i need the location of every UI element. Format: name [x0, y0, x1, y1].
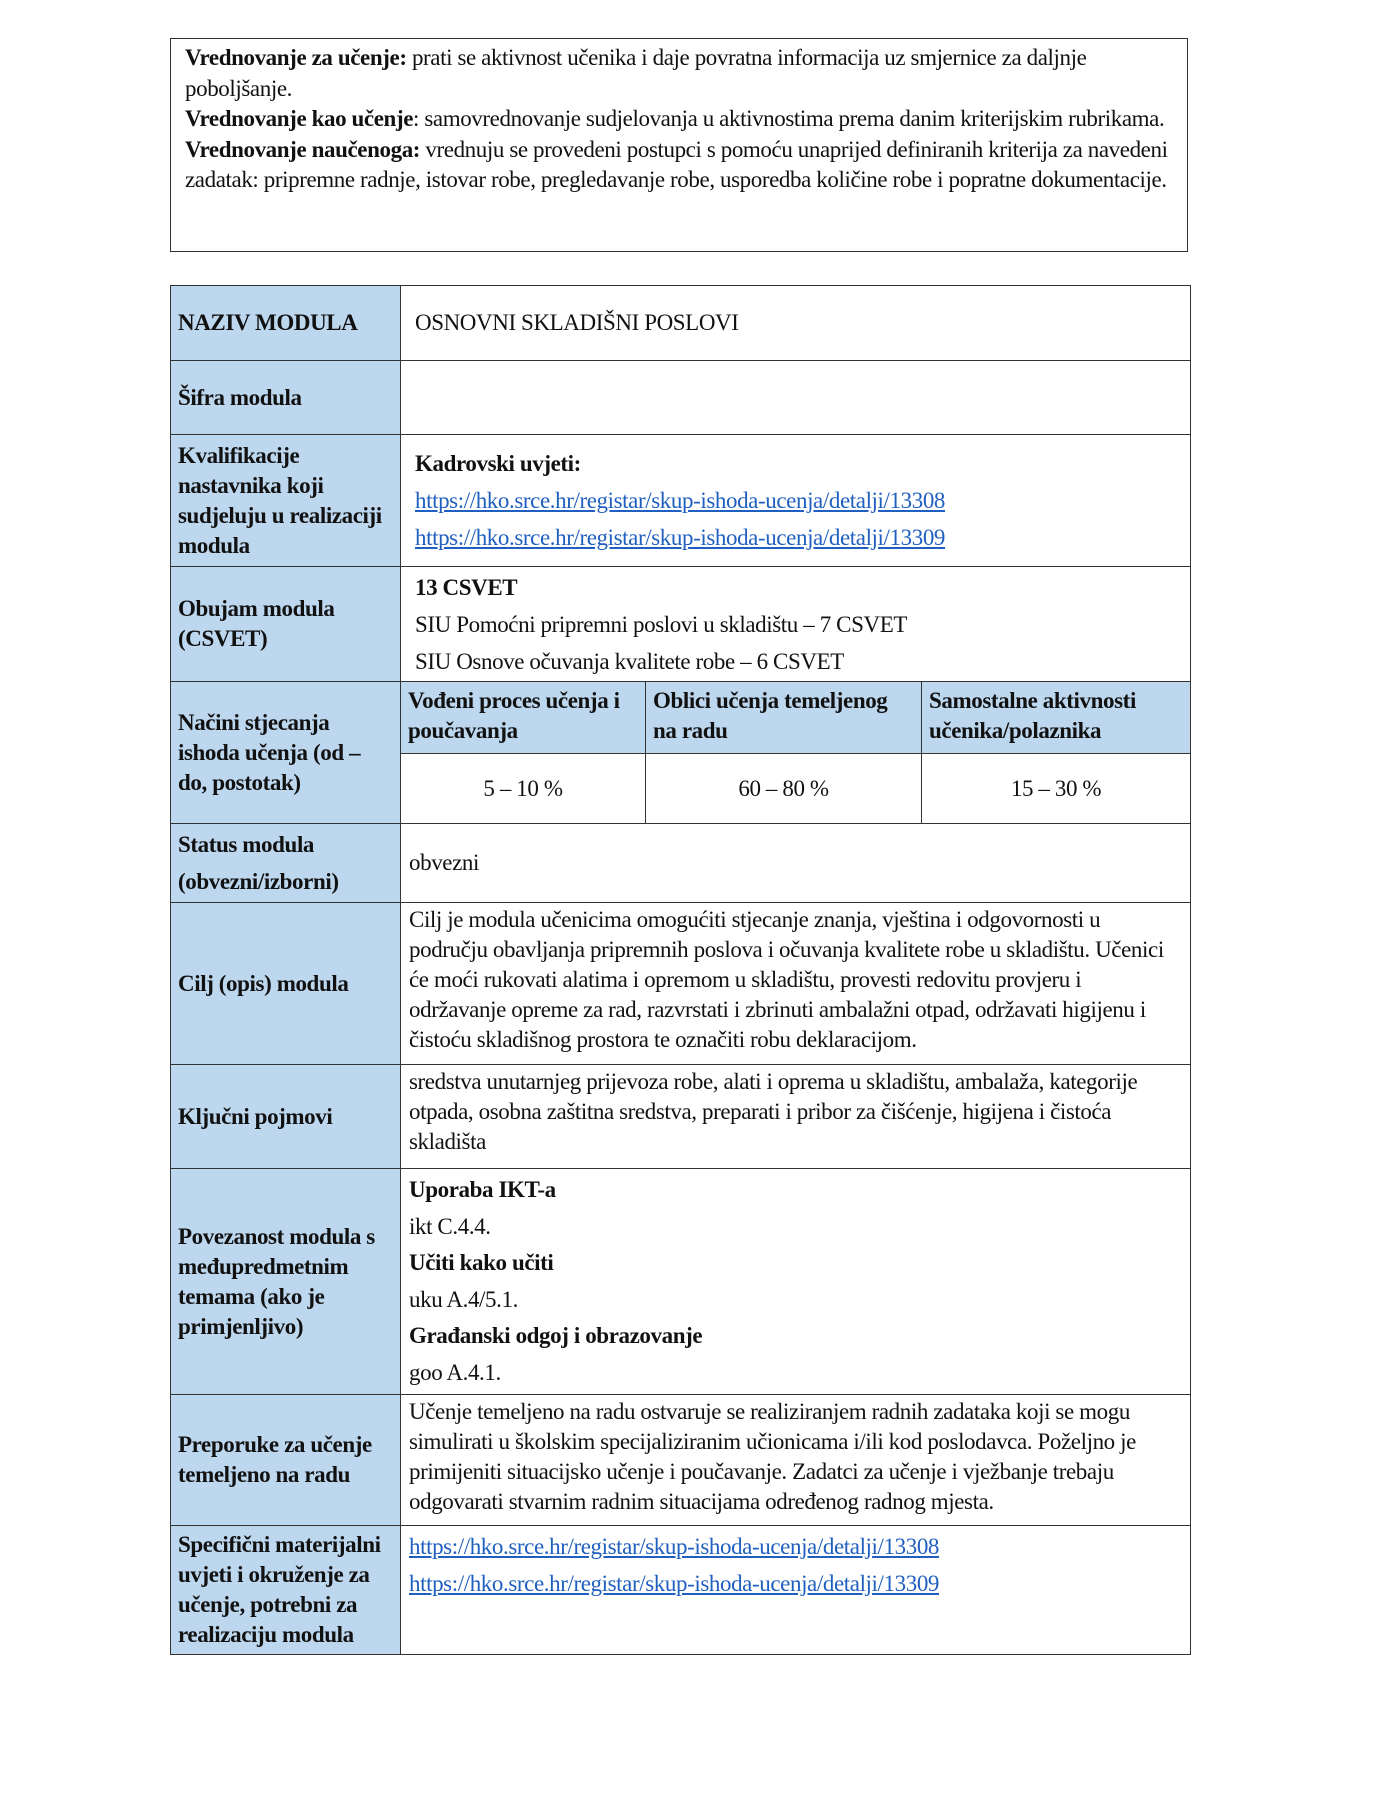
module-code-label: Šifra modula	[171, 361, 401, 435]
method-header-work-based: Oblici učenja temeljenog na radu	[646, 682, 922, 754]
volume-label: Obujam modula (CSVET)	[171, 567, 401, 682]
goal-label: Cilj (opis) modula	[171, 903, 401, 1065]
keywords-value: sredstva unutarnjeg prijevoza robe, alati i oprema u skladištu, ambalaža, kategorije otpada, osobna zaštitna sredstva, preparati i pribor za čišćenje, higijena i čistoća skladišta	[401, 1065, 1191, 1169]
row-module-name	[171, 286, 1191, 361]
row-status	[171, 824, 1191, 903]
crosscurricular-code: uku A.4/5.1.	[409, 1286, 518, 1312]
qualifications-link-13308[interactable]: https://hko.srce.hr/registar/skup-ishoda-ucenja/detalji/13308	[415, 488, 946, 513]
method-value-work-based: 60 – 80 %	[646, 754, 922, 824]
volume-item: SIU Osnove očuvanja kvalitete robe – 6 CSVET	[415, 648, 844, 674]
crosscurricular-code: ikt C.4.4.	[409, 1213, 491, 1239]
crosscurricular-topic: Građanski odgoj i obrazovanje	[409, 1323, 703, 1348]
goal-value: Cilj je modula učenicima omogućiti stjecanje znanja, vještina i odgovornosti u području obavljanja pripremnih poslova i očuvanja kvalitete robe u skladištu. Učenici će moći rukovati alatima i opremom u skladištu, provesti redovitu provjeru i održavanje opreme za rad, razvrstati i zbrinuti ambalažni otpad, održavati higijenu i čistoću skladišnog prostora te označiti robu deklaracijom.	[401, 903, 1191, 1065]
row-module-code	[171, 361, 1191, 435]
row-keywords	[171, 1065, 1191, 1169]
assessment-of-learning: Vrednovanje naučenoga: vrednuju se provedeni postupci s pomoću unaprijed definiranih kriterija za navedeni zadatak: pripremne radnje, istovar robe, pregledavanje robe, usporedba količine robe i popratne dokumentacije.	[185, 136, 1168, 192]
qualifications-link-13309[interactable]: https://hko.srce.hr/registar/skup-ishoda-ucenja/detalji/13309	[415, 525, 946, 550]
row-volume	[171, 567, 1191, 682]
qualifications-heading: Kadrovski uvjeti:	[415, 451, 581, 476]
assessment-box	[170, 38, 1188, 252]
assessment-as-learning: Vrednovanje kao učenje: samovrednovanje sudjelovanja u aktivnostima prema danim kriterijskim rubrikama.	[185, 106, 1165, 131]
qualifications-value	[401, 435, 1191, 567]
row-goal	[171, 903, 1191, 1065]
method-value-independent: 15 – 30 %	[922, 754, 1191, 824]
assessment-for-learning: Vrednovanje za učenje: prati se aktivnost učenika i daje povratna informacija uz smjernice za daljnje poboljšanje.	[185, 45, 1087, 101]
materials-value	[401, 1526, 1191, 1655]
keywords-label: Ključni pojmovi	[171, 1065, 401, 1169]
row-materials	[171, 1526, 1191, 1655]
module-table	[170, 285, 1191, 1655]
materials-label: Specifični materijalni uvjeti i okruženje za učenje, potrebni za realizaciju modula	[171, 1526, 401, 1655]
wbl-label: Preporuke za učenje temeljeno na radu	[171, 1395, 401, 1526]
row-crosscurricular	[171, 1169, 1191, 1395]
method-value-guided: 5 – 10 %	[401, 754, 646, 824]
crosscurricular-topic: Učiti kako učiti	[409, 1250, 554, 1275]
crosscurricular-topic: Uporaba IKT-a	[409, 1177, 556, 1202]
row-work-based-learning	[171, 1395, 1191, 1526]
materials-link-13309[interactable]: https://hko.srce.hr/registar/skup-ishoda-ucenja/detalji/13309	[409, 1571, 940, 1596]
row-methods-header	[171, 682, 1191, 754]
volume-total: 13 CSVET	[415, 574, 518, 600]
qualifications-label: Kvalifikacije nastavnika koji sudjeluju u realizaciji modula	[171, 435, 401, 567]
wbl-value: Učenje temeljeno na radu ostvaruje se realiziranjem radnih zadataka koji se mogu simulirati u školskim specijaliziranim učionicama i/ili kod poslodavca. Poželjno je primijeniti situacijsko učenje i poučavanje. Zadatci za učenje i vježbanje trebaju odgovarati stvarnim radnim situacijama određenog radnog mjesta.	[401, 1395, 1191, 1526]
crosscurricular-code: goo A.4.1.	[409, 1359, 501, 1385]
crosscurricular-label: Povezanost modula s međupredmetnim temama (ako je primjenljivo)	[171, 1169, 401, 1395]
module-name-label: NAZIV MODULA	[171, 286, 401, 361]
status-label: Status modula (obvezni/izborni)	[171, 824, 401, 903]
volume-item: SIU Pomoćni pripremni poslovi u skladištu – 7 CSVET	[415, 611, 907, 637]
status-value: obvezni	[401, 824, 1191, 903]
crosscurricular-value	[401, 1169, 1191, 1395]
row-qualifications	[171, 435, 1191, 567]
module-code-value	[401, 361, 1191, 435]
module-name-value: OSNOVNI SKLADIŠNI POSLOVI	[401, 286, 1191, 361]
volume-value	[401, 567, 1191, 682]
methods-label: Načini stjecanja ishoda učenja (od – do, postotak)	[171, 682, 401, 824]
method-header-guided: Vođeni proces učenja i poučavanja	[401, 682, 646, 754]
method-header-independent: Samostalne aktivnosti učenika/polaznika	[922, 682, 1191, 754]
materials-link-13308[interactable]: https://hko.srce.hr/registar/skup-ishoda-ucenja/detalji/13308	[409, 1534, 940, 1559]
